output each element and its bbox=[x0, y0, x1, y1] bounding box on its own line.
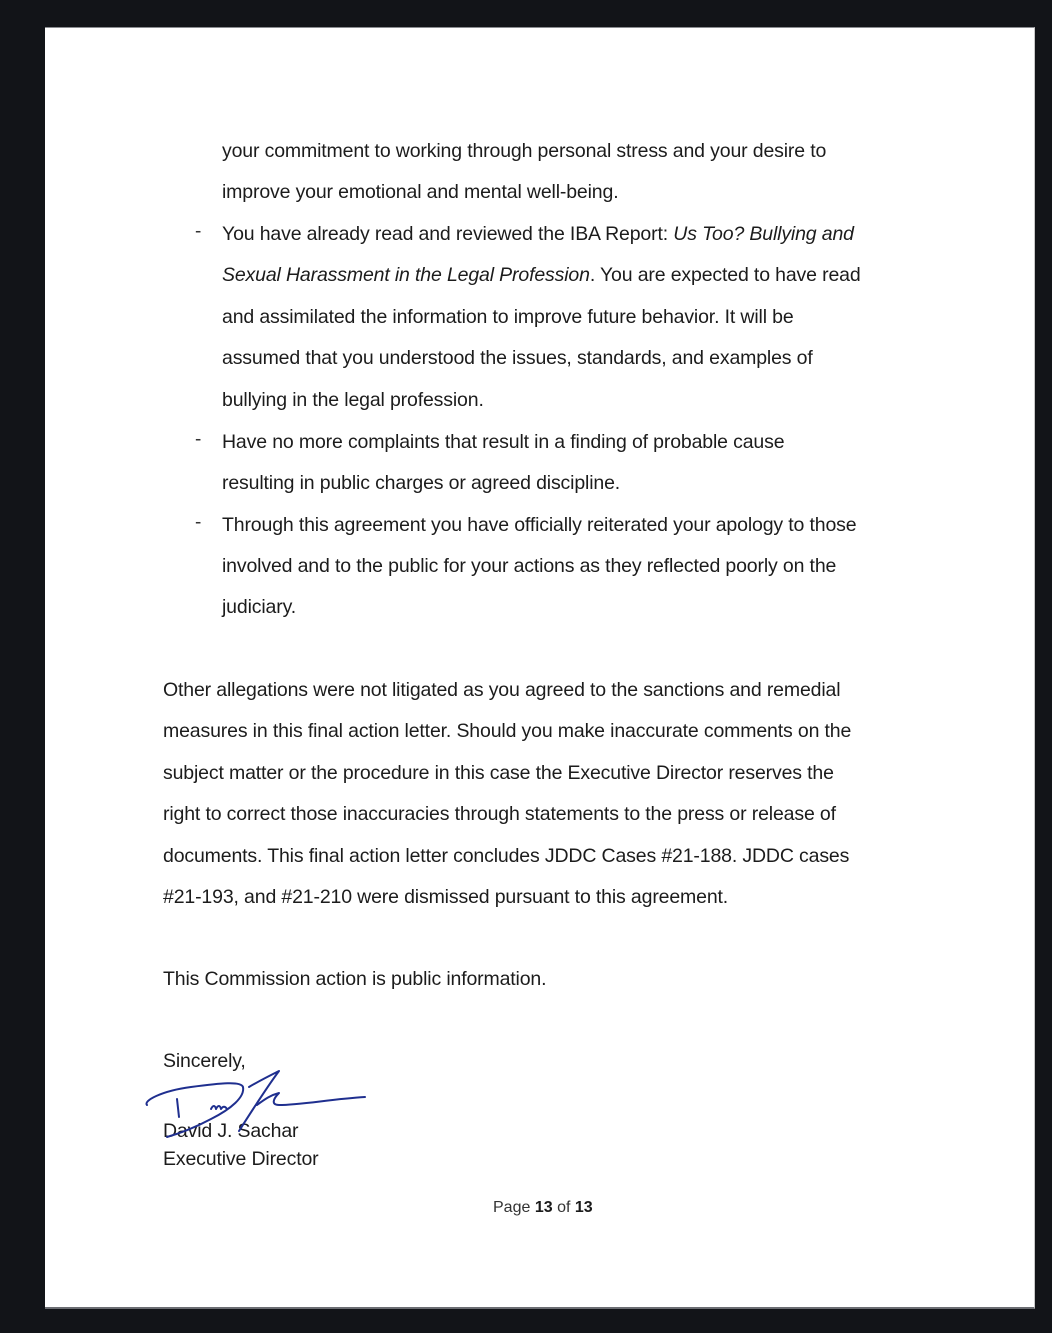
bullet-item-apology-line: Through this agreement you have officially reiterated your apology to those bbox=[222, 514, 857, 536]
body-text: You have already read and reviewed the IBA Report: bbox=[222, 223, 674, 245]
body-line: resulting in public charges or agreed discipline. bbox=[222, 472, 621, 494]
body-line: and assimilated the information to improve future behavior. It will be bbox=[222, 306, 794, 328]
document-page bbox=[45, 27, 1035, 1309]
body-text: . You are expected to have read bbox=[589, 264, 861, 286]
bullet-dash: - bbox=[195, 512, 202, 533]
report-title-italic: Us Too? Bullying and bbox=[673, 223, 854, 245]
signer-title: Executive Director bbox=[163, 1148, 319, 1170]
report-title-italic: Sexual Harassment in the Legal Profession bbox=[222, 264, 590, 286]
body-line: your commitment to working through personal stress and your desire to bbox=[222, 140, 827, 162]
bullet-item-iba-report-line bbox=[222, 222, 854, 246]
allegations-paragraph-line: right to correct those inaccuracies through statements to the press or release of bbox=[163, 803, 836, 825]
body-line: assumed that you understood the issues, standards, and examples of bbox=[222, 347, 813, 369]
closing-salutation: Sincerely, bbox=[163, 1050, 246, 1072]
of-label: of bbox=[557, 1199, 571, 1216]
allegations-paragraph-line: #21-193, and #21-210 were dismissed pursuant to this agreement. bbox=[163, 886, 729, 908]
page-label: Page bbox=[493, 1199, 531, 1216]
signer-name: David J. Sachar bbox=[163, 1120, 299, 1142]
public-information-paragraph: This Commission action is public information. bbox=[163, 968, 547, 990]
bullet-dash: - bbox=[195, 221, 202, 242]
allegations-paragraph-line: documents. This final action letter concludes JDDC Cases #21-188. JDDC cases bbox=[163, 845, 850, 867]
body-line: judiciary. bbox=[222, 596, 296, 618]
allegations-paragraph-line: Other allegations were not litigated as you agreed to the sanctions and remedial bbox=[163, 679, 841, 701]
body-line: improve your emotional and mental well-being. bbox=[222, 181, 619, 203]
page-number-footer bbox=[493, 1197, 593, 1219]
bullet-dash: - bbox=[195, 429, 202, 450]
bullet-item-iba-report-line bbox=[222, 263, 861, 287]
body-line: involved and to the public for your actions as they reflected poorly on the bbox=[222, 555, 837, 577]
body-line: bullying in the legal profession. bbox=[222, 389, 484, 411]
allegations-paragraph-line: measures in this final action letter. Should you make inaccurate comments on the bbox=[163, 720, 852, 742]
allegations-paragraph-line: subject matter or the procedure in this case the Executive Director reserves the bbox=[163, 762, 834, 784]
total-pages-number: 13 bbox=[574, 1199, 593, 1216]
current-page-number: 13 bbox=[534, 1199, 553, 1216]
bullet-item-complaints-line: Have no more complaints that result in a finding of probable cause bbox=[222, 431, 785, 453]
